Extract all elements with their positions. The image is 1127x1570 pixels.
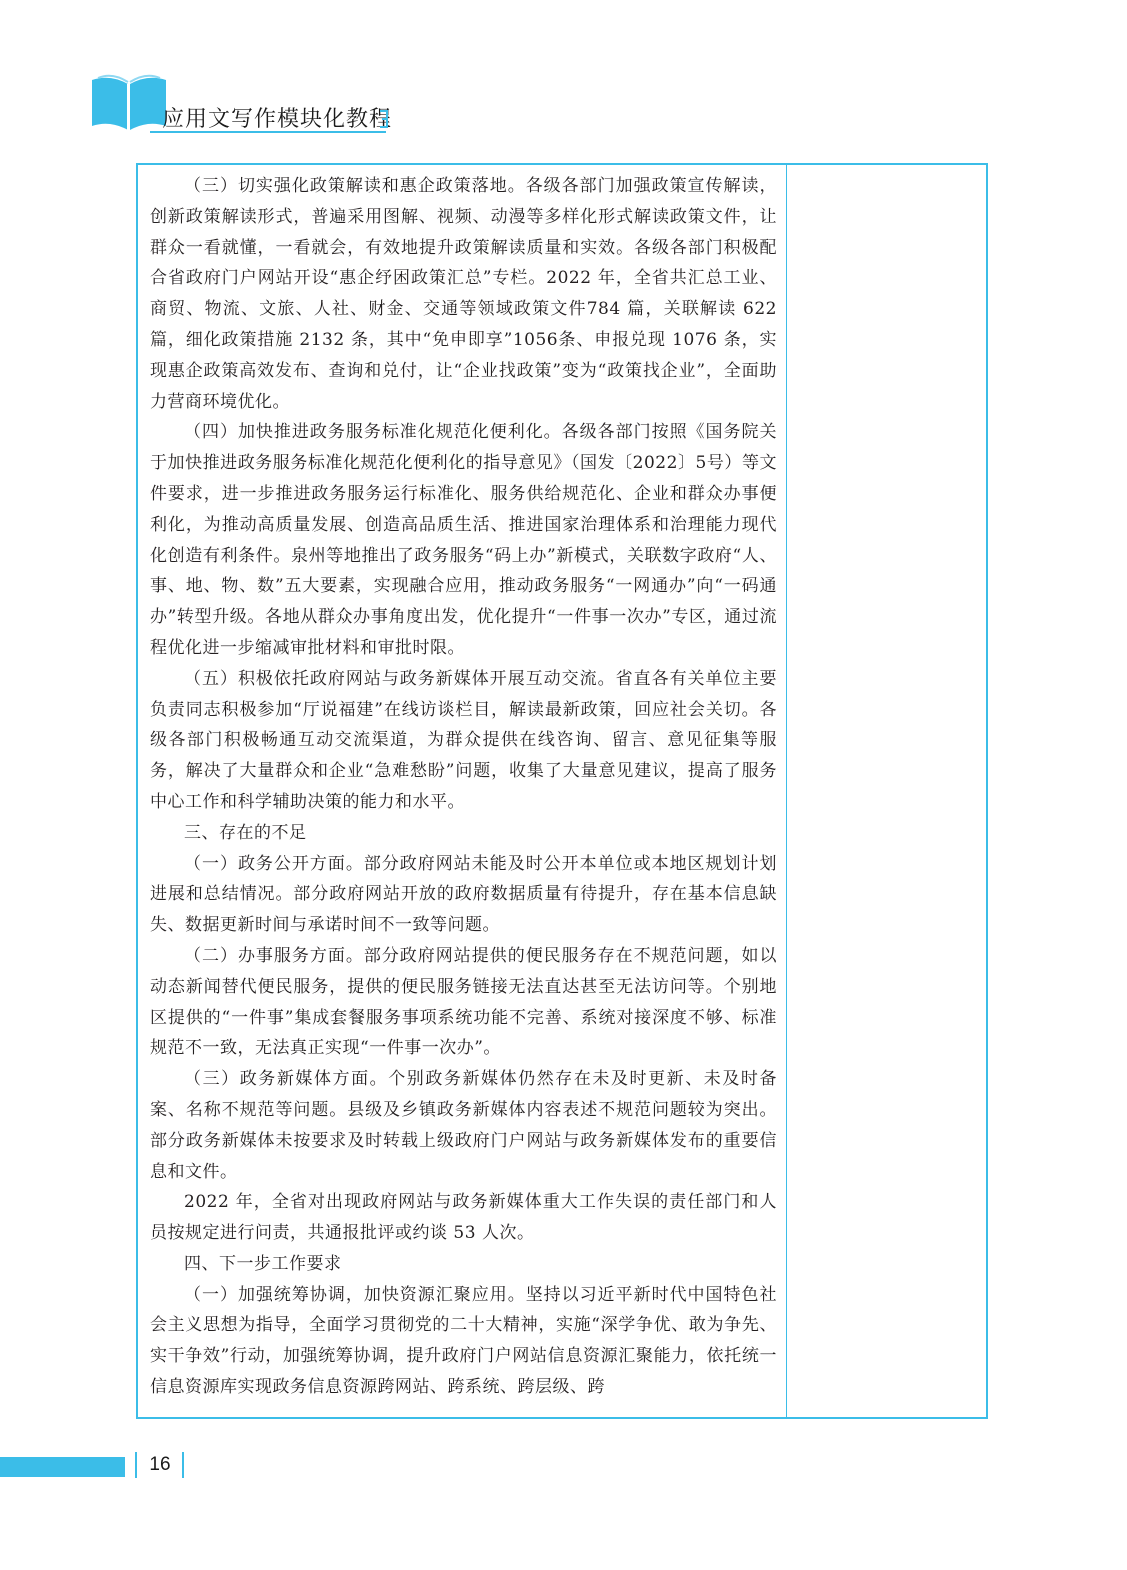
paragraph: （二）办事服务方面。部分政府网站提供的便民服务存在不规范问题，如以动态新闻替代便民服务，提供的便民服务链接无法直达甚至无法访问等。个别地区提供的“一件事”集成套餐服务事项系统功能不完善、系统对接深度不够、标准规范不一致，无法真正实现“一件事一次办”。 bbox=[150, 945, 777, 1059]
paragraph: （一）加强统筹协调，加快资源汇聚应用。坚持以习近平新时代中国特色社会主义思想为指导，全面学习贯彻党的二十大精神，实施“深学争优、敢为争先、实干争效”行动，加强统筹协调，提升政府门户网站信息资源汇聚能力，依托统一信息资源库实现政务信息资源跨网站、跨系统、跨层级、跨 bbox=[150, 1284, 777, 1398]
footer-separator bbox=[182, 1452, 184, 1478]
paragraph: （五）积极依托政府网站与政务新媒体开展互动交流。省直各有关单位主要负责同志积极参加“厅说福建”在线访谈栏目，解读最新政策，回应社会关切。各级各部门积极畅通互动交流渠道，为群众提供在线咨询、留言、意见征集等服务，解决了大量群众和企业“急难愁盼”问题，收集了大量意见建议，提高了服务中心工作和科学辅助决策的能力和水平。 bbox=[150, 668, 777, 812]
paragraph: （四）加快推进政务服务标准化规范化便利化。各级各部门按照《国务院关于加快推进政务服务标准化规范化便利化的指导意见》（国发〔2022〕5号）等文件要求，进一步推进政务服务运行标准化、服务供给规范化、企业和群众办事便利化，为推动高质量发展、创造高品质生活、推进国家治理体系和治理能力现代化创造有利条件。泉州等地推出了政务服务“码上办”新模式，关联数字政府“人、事、地、物、数”五大要素，实现融合应用，推动政务服务“一网通办”向“一码通办”转型升级。各地从群众办事角度出发，优化提升“一件事一次办”专区，通过流程优化进一步缩减审批材料和审批时限。 bbox=[150, 422, 777, 658]
page-number: 16 bbox=[149, 1454, 171, 1475]
title-underline bbox=[150, 131, 386, 133]
section-heading: 三、存在的不足 bbox=[184, 822, 307, 843]
paragraph: 2022 年，全省对出现政府网站与政务新媒体重大工作失误的责任部门和人员按规定进行问责，共通报批评或约谈 53 人次。 bbox=[150, 1192, 777, 1244]
paragraph: （三）切实强化政策解读和惠企政策落地。各级各部门加强政策宣传解读，创新政策解读形式，普遍采用图解、视频、动漫等多样化形式解读政策文件，让群众一看就懂，一看就会，有效地提升政策解读质量和实效。各级各部门积极配合省政府门户网站开设“惠企纾困政策汇总”专栏。2022 年，全省共汇总工业、商贸、物流、文旅、人社、财金、交通等领域政策文件784 篇，关联解读 622 篇，细化政策措施 2132 条，其中“免申即享”1056条、申报兑现 1076 条，实现惠企政策高效发布、查询和兑付，让“企业找政策”变为“政策找企业”，全面助力营商环境优化。 bbox=[150, 176, 777, 412]
open-book-icon bbox=[88, 72, 170, 134]
bracket-decoration-icon bbox=[378, 108, 390, 130]
paragraph: （三）政务新媒体方面。个别政务新媒体仍然存在未及时更新、未及时备案、名称不规范等问题。县级及乡镇政务新媒体内容表述不规范问题较为突出。部分政务新媒体未按要求及时转载上级政府门户网站与政务新媒体发布的重要信息和文件。 bbox=[150, 1069, 777, 1182]
paragraph: （一）政务公开方面。部分政府网站未能及时公开本单位或本地区规划计划进展和总结情况。部分政府网站开放的政府数据质量有待提升，存在基本信息缺失、数据更新时间与承诺时间不一致等问题。 bbox=[150, 853, 777, 936]
footer-accent-bar bbox=[0, 1457, 125, 1477]
section-heading: 四、下一步工作要求 bbox=[184, 1253, 342, 1274]
body-text bbox=[150, 171, 777, 1403]
content-frame bbox=[136, 163, 988, 1419]
book-title: 应用文写作模块化教程 bbox=[162, 107, 393, 132]
page-header bbox=[0, 0, 1127, 150]
margin-column-divider bbox=[786, 165, 787, 1417]
footer-separator bbox=[135, 1452, 137, 1478]
